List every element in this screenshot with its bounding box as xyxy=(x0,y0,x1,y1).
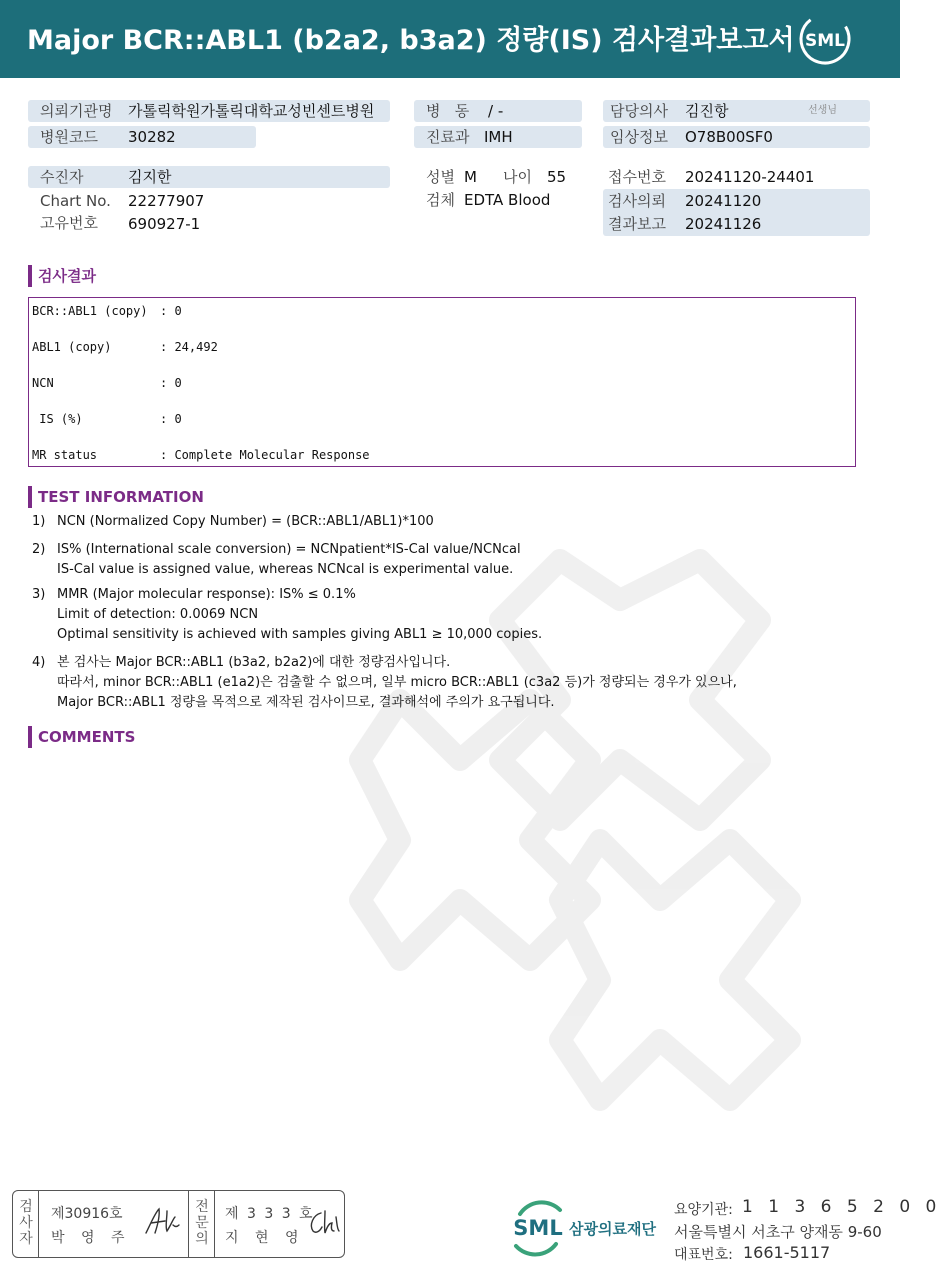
item-number: 4) xyxy=(32,655,46,670)
doctor-suffix: 선생님 xyxy=(808,105,837,116)
specialist-cell xyxy=(215,1191,344,1257)
item-line: Optimal sensitivity is achieved with samples giving ABL1 ≥ 10,000 copies. xyxy=(57,627,543,642)
phone-value: 1661-5117 xyxy=(743,1243,831,1262)
test-info-section-title: TEST INFORMATION xyxy=(28,486,204,508)
sml-footer-logo-text: SML xyxy=(513,1216,563,1240)
results-section-title: 검사결과 xyxy=(28,265,96,287)
result-key: ABL1 (copy) xyxy=(32,340,112,354)
result-key: BCR::ABL1 (copy) xyxy=(32,304,148,318)
examiner-cell xyxy=(39,1191,189,1257)
result-value: : 0 xyxy=(160,304,182,318)
result-row xyxy=(32,447,370,463)
hospital-code-label: 병원코드 xyxy=(40,128,98,146)
request-label: 검사의뢰 xyxy=(608,192,666,210)
specialist-signature-icon xyxy=(307,1207,341,1239)
sex-value: M xyxy=(464,168,477,186)
result-row xyxy=(32,411,182,427)
item-line: MMR (Major molecular response): IS% ≤ 0.1% xyxy=(57,587,356,602)
sml-logo-icon xyxy=(798,12,852,66)
care-code-label: 요양기관: xyxy=(674,1202,733,1218)
result-row xyxy=(32,303,182,319)
result-value: : 0 xyxy=(160,412,182,426)
department-value: IMH xyxy=(484,128,513,146)
item-line: Limit of detection: 0.0069 NCN xyxy=(57,607,259,622)
report-date-value: 20241126 xyxy=(685,215,762,233)
examiner-label-cell xyxy=(13,1191,39,1257)
item-line: 본 검사는 Major BCR::ABL1 (b3a2, b2a2)에 대한 정량검사입니다. xyxy=(57,655,451,670)
id-label: 고유번호 xyxy=(40,214,98,232)
specimen-label: 검체 xyxy=(426,191,455,209)
patient-label: 수진자 xyxy=(40,168,84,186)
examiner-signature-icon xyxy=(143,1205,181,1239)
patient-value: 김지한 xyxy=(128,168,172,186)
department-label: 진료과 xyxy=(426,128,470,146)
chart-value: 22277907 xyxy=(128,192,205,210)
examiner-license: 제30916호 xyxy=(51,1206,123,1222)
report-header xyxy=(0,0,900,78)
result-key: NCN xyxy=(32,376,54,390)
org-address: 서울특별시 서초구 양재동 9-60 xyxy=(674,1223,882,1241)
specialist-license: 제 3 3 3 호 xyxy=(225,1206,315,1222)
result-value: : 0 xyxy=(160,376,182,390)
chart-label: Chart No. xyxy=(40,192,111,210)
ward-value: / - xyxy=(488,102,504,120)
item-number: 2) xyxy=(32,542,46,557)
ward-label: 병 동 xyxy=(426,102,470,120)
org-name: 삼광의료재단 xyxy=(569,1220,656,1238)
hospital-code-value: 30282 xyxy=(128,128,176,146)
result-key: IS (%) xyxy=(32,412,83,426)
specialist-label-cell xyxy=(189,1191,215,1257)
signature-stamp xyxy=(12,1190,345,1258)
item-line: 따라서, minor BCR::ABL1 (e1a2)은 검출할 수 없으며, 일부 micro BCR::ABL1 (c3a2 등)가 정량되는 경우가 있으나, xyxy=(57,675,737,690)
age-label: 나이 xyxy=(503,168,532,186)
institution-label: 의뢰기관명 xyxy=(40,102,113,120)
item-number: 1) xyxy=(32,514,46,529)
receipt-label: 접수번호 xyxy=(608,168,666,186)
phone-label: 대표번호: xyxy=(674,1247,733,1263)
doctor-label: 담당의사 xyxy=(610,102,668,120)
receipt-value: 20241120-24401 xyxy=(685,168,815,186)
request-value: 20241120 xyxy=(685,192,762,210)
care-code-value: 1 1 3 6 5 2 0 0 xyxy=(742,1197,941,1217)
item-line: IS-Cal value is assigned value, whereas NCNcal is experimental value. xyxy=(57,562,514,577)
examiner-name: 박 영 주 xyxy=(51,1230,131,1246)
specialist-label: 전문의 xyxy=(195,1199,209,1247)
specimen-value: EDTA Blood xyxy=(464,191,551,209)
sml-logo-text: SML xyxy=(805,31,845,51)
item-line: Major BCR::ABL1 정량을 목적으로 제작된 검사이므로, 결과해석에 주의가 요구됩니다. xyxy=(57,695,555,710)
doctor-value: 김진항 xyxy=(685,102,729,120)
item-line: IS% (International scale conversion) = NCNpatient*IS-Cal value/NCNcal xyxy=(57,542,521,557)
report-title: Major BCR::ABL1 (b2a2, b3a2) 정량(IS) 검사결과보고서 xyxy=(27,25,795,56)
comments-section-title: COMMENTS xyxy=(28,726,135,748)
item-line: NCN (Normalized Copy Number) = (BCR::ABL1/ABL1)*100 xyxy=(57,514,434,529)
clinical-label: 임상정보 xyxy=(610,128,668,146)
age-value: 55 xyxy=(547,168,567,186)
examiner-label: 검사자 xyxy=(19,1199,33,1247)
specialist-name: 지 현 영 xyxy=(225,1230,305,1246)
clinical-value: O78B00SF0 xyxy=(685,128,773,146)
result-value: : 24,492 xyxy=(160,340,218,354)
result-key: MR status xyxy=(32,448,98,462)
id-value: 690927-1 xyxy=(128,215,201,233)
institution-value: 가톨릭학원가톨릭대학교성빈센트병원 xyxy=(128,102,375,120)
sex-label: 성별 xyxy=(426,168,455,186)
item-number: 3) xyxy=(32,587,46,602)
sml-footer-logo-icon xyxy=(508,1200,568,1256)
result-row xyxy=(32,375,182,391)
result-value: : Complete Molecular Response xyxy=(160,448,370,462)
report-date-label: 결과보고 xyxy=(608,215,666,233)
results-box xyxy=(28,297,856,467)
result-row xyxy=(32,339,218,355)
